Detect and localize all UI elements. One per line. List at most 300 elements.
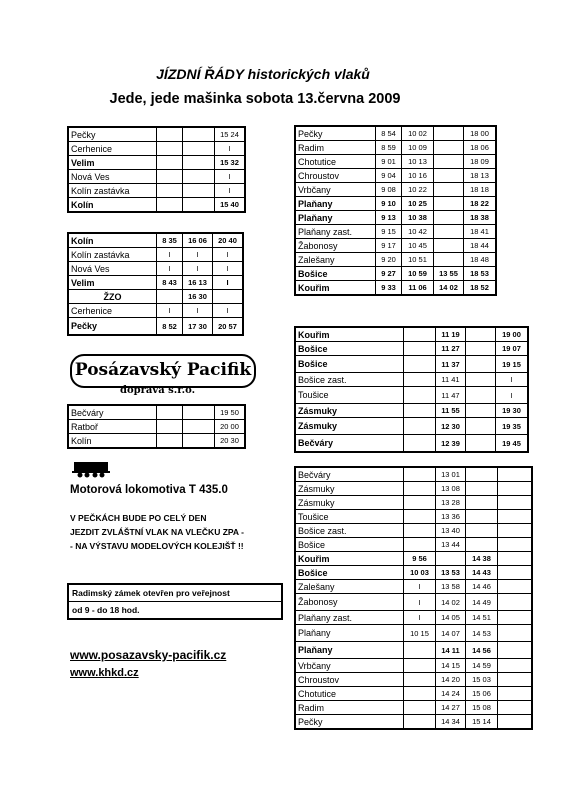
station-name: Toušice [295, 387, 404, 404]
departure-time: 18 52 [464, 281, 497, 296]
departure-time: 18 00 [464, 126, 497, 141]
table-row [295, 701, 532, 715]
departure-time: 15 08 [466, 701, 498, 715]
timetable-r3 [294, 466, 533, 730]
departure-time: 18 44 [464, 239, 497, 253]
station-name: ŽZO [68, 290, 157, 304]
departure-time: 8 52 [157, 318, 183, 336]
table-row [295, 715, 532, 730]
departure-time [498, 642, 533, 659]
table-row [68, 318, 243, 336]
station-name: Bošice [295, 538, 404, 552]
departure-time: 14 05 [436, 611, 466, 625]
departure-time: 13 36 [436, 510, 466, 524]
table-row [295, 211, 496, 225]
table-row [295, 327, 528, 342]
departure-time: 15 40 [215, 198, 246, 213]
departure-time [498, 524, 533, 538]
departure-time: 13 40 [436, 524, 466, 538]
table-row [295, 197, 496, 211]
departure-time: I [404, 611, 436, 625]
station-name: Zásmuky [295, 482, 404, 496]
table-row [295, 418, 528, 435]
departure-time [498, 496, 533, 510]
table-row [295, 552, 532, 566]
departure-time [404, 496, 436, 510]
departure-time: 18 09 [464, 155, 497, 169]
station-name: Bošice zast. [295, 373, 404, 387]
departure-time: 18 53 [464, 267, 497, 281]
departure-time [466, 404, 496, 418]
departure-time [404, 538, 436, 552]
departure-time [157, 156, 183, 170]
departure-time: 14 02 [434, 281, 464, 296]
station-name: Kouřim [295, 327, 404, 342]
departure-time: 8 59 [376, 141, 402, 155]
departure-time: 12 39 [436, 435, 466, 453]
departure-time: 14 07 [436, 625, 466, 642]
departure-time: 18 06 [464, 141, 497, 155]
departure-time [157, 434, 183, 449]
station-name: Zalešany [295, 580, 404, 594]
departure-time: 14 53 [466, 625, 498, 642]
departure-time: 14 46 [466, 580, 498, 594]
departure-time: 13 28 [436, 496, 466, 510]
departure-time [498, 538, 533, 552]
departure-time: 14 20 [436, 673, 466, 687]
departure-time [466, 342, 496, 356]
departure-time [183, 156, 215, 170]
table-row [295, 239, 496, 253]
table-row [295, 342, 528, 356]
table-row [295, 659, 532, 673]
table-row [295, 373, 528, 387]
station-name: Velim [68, 156, 157, 170]
departure-time [213, 290, 244, 304]
departure-time: 9 08 [376, 183, 402, 197]
station-name: Cerhenice [68, 142, 157, 156]
departure-time [466, 482, 498, 496]
station-name: Plaňany zast. [295, 225, 376, 239]
station-name: Velim [68, 276, 157, 290]
departure-time [404, 356, 436, 373]
timetable-r1 [294, 125, 497, 296]
table-row [295, 253, 496, 267]
departure-time: 19 07 [496, 342, 529, 356]
departure-time: 10 38 [402, 211, 434, 225]
station-name: Žabonosy [295, 239, 376, 253]
station-name: Bošice [295, 356, 404, 373]
departure-time: 16 13 [183, 276, 213, 290]
departure-time [436, 552, 466, 566]
departure-time [157, 184, 183, 198]
departure-time [466, 373, 496, 387]
departure-time [498, 594, 533, 611]
departure-time: I [183, 248, 213, 262]
departure-time: 14 49 [466, 594, 498, 611]
table-row [295, 467, 532, 482]
departure-time [157, 142, 183, 156]
departure-time: 19 15 [496, 356, 529, 373]
departure-time [498, 659, 533, 673]
table-row [68, 420, 245, 434]
departure-time: 14 56 [466, 642, 498, 659]
departure-time: I [157, 304, 183, 318]
departure-time: 18 22 [464, 197, 497, 211]
departure-time [434, 169, 464, 183]
departure-time: 11 06 [402, 281, 434, 296]
departure-time [434, 141, 464, 155]
table-row [295, 356, 528, 373]
table-row [68, 198, 245, 213]
departure-time [157, 290, 183, 304]
departure-time: 14 15 [436, 659, 466, 673]
departure-time [434, 183, 464, 197]
table-row [68, 233, 243, 248]
departure-time: I [404, 594, 436, 611]
table-row [68, 405, 245, 420]
departure-time: 14 24 [436, 687, 466, 701]
departure-time [183, 420, 215, 434]
departure-time [404, 435, 436, 453]
station-name: Toušice [295, 510, 404, 524]
departure-time [498, 673, 533, 687]
departure-time: 13 08 [436, 482, 466, 496]
station-name: Bošice zast. [295, 524, 404, 538]
departure-time [434, 253, 464, 267]
table-row [295, 538, 532, 552]
departure-time: 10 22 [402, 183, 434, 197]
departure-time: 19 45 [496, 435, 529, 453]
station-name: Kolín zastávka [68, 184, 157, 198]
departure-time [404, 373, 436, 387]
departure-time [404, 701, 436, 715]
departure-time: I [183, 304, 213, 318]
table-row [68, 262, 243, 276]
station-name: Bečváry [295, 467, 404, 482]
departure-time: I [213, 276, 244, 290]
table-row [295, 496, 532, 510]
station-name: Cerhenice [68, 304, 157, 318]
departure-time [404, 467, 436, 482]
departure-time: 10 25 [402, 197, 434, 211]
notice-line: - NA VÝSTAVU MODELOVÝCH KOLEJIŠŤ !! [70, 541, 244, 551]
departure-time [404, 327, 436, 342]
departure-time: I [213, 262, 244, 276]
departure-time: 18 18 [464, 183, 497, 197]
table-row [68, 434, 245, 449]
departure-time: 16 06 [183, 233, 213, 248]
station-name: Zalešany [295, 253, 376, 267]
departure-time [404, 342, 436, 356]
departure-time [404, 673, 436, 687]
departure-time [466, 435, 496, 453]
table-row [295, 141, 496, 155]
station-name: Zásmuky [295, 404, 404, 418]
departure-time [404, 510, 436, 524]
station-name: Vrbčany [295, 183, 376, 197]
locomotive-icon [72, 460, 110, 478]
table-row [295, 387, 528, 404]
departure-time [466, 496, 498, 510]
departure-time: 9 13 [376, 211, 402, 225]
notice-line: V PEČKÁCH BUDE PO CELÝ DEN [70, 513, 207, 523]
table-row [68, 304, 243, 318]
departure-time: I [213, 304, 244, 318]
timetable-l1 [67, 126, 246, 213]
departure-time: 11 41 [436, 373, 466, 387]
table-row [68, 127, 245, 142]
departure-time [498, 482, 533, 496]
table-row [295, 482, 532, 496]
departure-time: 18 38 [464, 211, 497, 225]
departure-time: 15 24 [215, 127, 246, 142]
departure-time: I [404, 580, 436, 594]
table-row [68, 142, 245, 156]
station-name: Plaňany [295, 197, 376, 211]
table-row [295, 155, 496, 169]
station-name: Vrbčany [295, 659, 404, 673]
link-posazavsky-pacifik[interactable]: www.posazavsky-pacifik.cz [70, 648, 227, 662]
castle-line: Radimský zámek otevřen pro veřejnost [72, 588, 230, 598]
station-name: Plaňany [295, 642, 404, 659]
departure-time: 9 15 [376, 225, 402, 239]
station-name: Kolín [68, 434, 157, 449]
departure-time [498, 566, 533, 580]
departure-time: 19 50 [215, 405, 246, 420]
company-logo-sub: doprava s.r.o. [120, 385, 196, 396]
departure-time [498, 580, 533, 594]
station-name: Pečky [295, 126, 376, 141]
station-name: Bošice [295, 267, 376, 281]
departure-time: 13 01 [436, 467, 466, 482]
departure-time [466, 356, 496, 373]
timetable-r2 [294, 326, 529, 453]
departure-time [404, 715, 436, 730]
departure-time: I [215, 184, 246, 198]
departure-time [466, 327, 496, 342]
departure-time [183, 405, 215, 420]
departure-time: 9 01 [376, 155, 402, 169]
departure-time [434, 211, 464, 225]
departure-time: 9 33 [376, 281, 402, 296]
station-name: Nová Ves [68, 262, 157, 276]
station-name: Bošice [295, 566, 404, 580]
station-name: Kolín zastávka [68, 248, 157, 262]
departure-time [466, 510, 498, 524]
table-row [68, 248, 243, 262]
departure-time [498, 701, 533, 715]
table-row [295, 625, 532, 642]
departure-time: 18 41 [464, 225, 497, 239]
table-row [295, 267, 496, 281]
station-name: Kolín [68, 198, 157, 213]
departure-time: 9 04 [376, 169, 402, 183]
departure-time [404, 387, 436, 404]
departure-time: 9 17 [376, 239, 402, 253]
station-name: Kouřim [295, 281, 376, 296]
departure-time: 12 30 [436, 418, 466, 435]
departure-time [157, 420, 183, 434]
departure-time: 13 58 [436, 580, 466, 594]
timetable-l2 [67, 232, 244, 336]
departure-time: 11 55 [436, 404, 466, 418]
table-row [295, 281, 496, 296]
station-name: Kouřim [295, 552, 404, 566]
table-row [68, 170, 245, 184]
station-name: Chroustov [295, 673, 404, 687]
departure-time: 13 44 [436, 538, 466, 552]
departure-time: 14 11 [436, 642, 466, 659]
table-row [295, 169, 496, 183]
table-row [68, 184, 245, 198]
departure-time [466, 387, 496, 404]
departure-time: 15 32 [215, 156, 246, 170]
table-row [295, 673, 532, 687]
departure-time: 20 30 [215, 434, 246, 449]
station-name: Radim [295, 701, 404, 715]
departure-time: 19 00 [496, 327, 529, 342]
station-name: Ratboř [68, 420, 157, 434]
departure-time: 14 59 [466, 659, 498, 673]
departure-time: 10 51 [402, 253, 434, 267]
departure-time: 10 45 [402, 239, 434, 253]
departure-time: 20 00 [215, 420, 246, 434]
station-name: Bošice [295, 342, 404, 356]
page-title: JÍZDNÍ ŘÁDY historických vlaků [156, 66, 370, 82]
station-name: Zásmuky [295, 418, 404, 435]
table-row [295, 687, 532, 701]
table-row [295, 611, 532, 625]
table-row [295, 404, 528, 418]
castle-info-box [67, 583, 283, 620]
departure-time: 18 13 [464, 169, 497, 183]
departure-time: 9 10 [376, 197, 402, 211]
departure-time [183, 434, 215, 449]
departure-time: 14 34 [436, 715, 466, 730]
departure-time: 19 35 [496, 418, 529, 435]
departure-time [183, 170, 215, 184]
station-name: Plaňany [295, 625, 404, 642]
departure-time: I [183, 262, 213, 276]
departure-time [434, 225, 464, 239]
departure-time [157, 127, 183, 142]
departure-time [404, 404, 436, 418]
table-row [68, 156, 245, 170]
departure-time [183, 198, 215, 213]
departure-time [498, 552, 533, 566]
departure-time [434, 126, 464, 141]
departure-time: I [157, 262, 183, 276]
departure-time: 10 16 [402, 169, 434, 183]
departure-time: I [157, 248, 183, 262]
departure-time: 14 27 [436, 701, 466, 715]
departure-time: 10 42 [402, 225, 434, 239]
table-row [295, 566, 532, 580]
departure-time: 13 55 [434, 267, 464, 281]
departure-time [157, 198, 183, 213]
departure-time: 8 43 [157, 276, 183, 290]
castle-line: od 9 - do 18 hod. [69, 601, 281, 618]
departure-time [498, 625, 533, 642]
departure-time [498, 611, 533, 625]
locomotive-title: Motorová lokomotiva T 435.0 [70, 484, 228, 496]
departure-time: 9 27 [376, 267, 402, 281]
departure-time: 19 30 [496, 404, 529, 418]
departure-time [157, 170, 183, 184]
notice-line: JEZDIT ZVLÁŠTNÍ VLAK NA VLEČKU ZPA - [70, 527, 244, 537]
departure-time: 15 14 [466, 715, 498, 730]
departure-time [498, 715, 533, 730]
departure-time [183, 127, 215, 142]
departure-time: 14 38 [466, 552, 498, 566]
departure-time: I [496, 373, 529, 387]
departure-time: 11 19 [436, 327, 466, 342]
station-name: Nová Ves [68, 170, 157, 184]
departure-time: 16 30 [183, 290, 213, 304]
departure-time: I [215, 142, 246, 156]
departure-time: 14 43 [466, 566, 498, 580]
departure-time [498, 510, 533, 524]
departure-time: 15 03 [466, 673, 498, 687]
departure-time [404, 482, 436, 496]
table-row [68, 276, 243, 290]
departure-time: 10 03 [404, 566, 436, 580]
station-name: Chotutice [295, 687, 404, 701]
table-row [295, 510, 532, 524]
timetable-l3 [67, 404, 246, 449]
departure-time [434, 239, 464, 253]
departure-time: 14 51 [466, 611, 498, 625]
departure-time: 20 40 [213, 233, 244, 248]
company-logo: Posázavský Pacifik [70, 354, 256, 388]
table-row [295, 225, 496, 239]
notice-text [70, 511, 244, 553]
station-name: Plaňany [295, 211, 376, 225]
departure-time: 20 57 [213, 318, 244, 336]
station-name: Bečváry [295, 435, 404, 453]
departure-time: 10 15 [404, 625, 436, 642]
departure-time [434, 155, 464, 169]
departure-time [466, 538, 498, 552]
table-row [295, 580, 532, 594]
table-row [68, 290, 243, 304]
departure-time [466, 467, 498, 482]
departure-time: 10 59 [402, 267, 434, 281]
table-row [295, 524, 532, 538]
departure-time [404, 418, 436, 435]
departure-time: I [496, 387, 529, 404]
departure-time [404, 524, 436, 538]
departure-time [404, 687, 436, 701]
departure-time: 11 47 [436, 387, 466, 404]
station-name: Plaňany zast. [295, 611, 404, 625]
departure-time: 11 37 [436, 356, 466, 373]
station-name: Chotutice [295, 155, 376, 169]
station-name: Pečky [68, 318, 157, 336]
station-name: Chroustov [295, 169, 376, 183]
station-name: Žabonosy [295, 594, 404, 611]
departure-time: 9 56 [404, 552, 436, 566]
departure-time [404, 642, 436, 659]
departure-time [404, 659, 436, 673]
departure-time: 9 20 [376, 253, 402, 267]
table-row [295, 642, 532, 659]
link-khkd[interactable]: www.khkd.cz [70, 667, 139, 679]
departure-time [498, 467, 533, 482]
departure-time [434, 197, 464, 211]
table-row [295, 183, 496, 197]
